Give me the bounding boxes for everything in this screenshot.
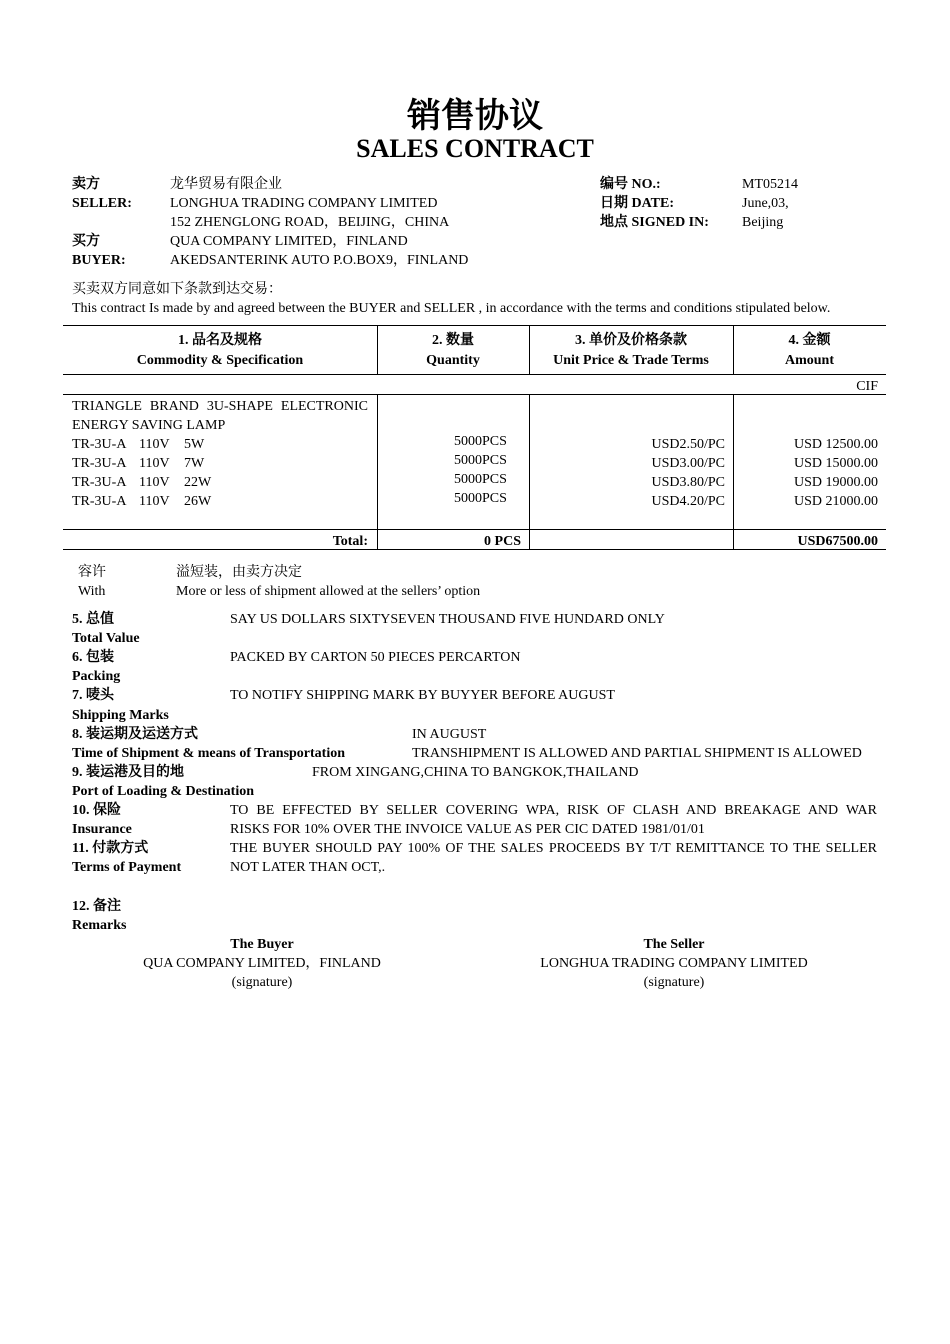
table-rule: [63, 374, 886, 375]
seller-name-cn: 龙华贸易有限企业: [170, 177, 282, 192]
intro-english: This contract Is made by and agreed between the BUYER and SELLER , in accordance with the terms and conditions stipulated below.: [72, 301, 831, 316]
row-amount: USD 19000.00: [793, 475, 878, 490]
row-amount: USD 21000.00: [793, 494, 878, 509]
row-power: 5W: [184, 437, 205, 452]
clause-6-cn: 6. 包装: [72, 650, 114, 665]
row-power: 7W: [184, 456, 205, 471]
clause-10-cn: 10. 保险: [72, 803, 121, 818]
row-voltage: 110V: [139, 437, 170, 452]
clause-7-text: TO NOTIFY SHIPPING MARK BY BUYYER BEFORE AUGUST: [230, 688, 615, 703]
buyer-company: QUA COMPANY LIMITED，FINLAND: [143, 956, 381, 971]
table-divider: [377, 394, 378, 550]
seller-name: LONGHUA TRADING COMPANY LIMITED: [170, 196, 438, 211]
row-model: TR-3U-A: [72, 494, 127, 509]
title-chinese: 销售协议: [407, 96, 543, 136]
column-header-cn: 3. 单价及价格条款: [575, 333, 687, 348]
column-header-cn: 2. 数量: [432, 333, 474, 348]
total-amount: USD67500.00: [797, 534, 878, 549]
clause-11-en: Terms of Payment: [72, 860, 182, 875]
clause-8-en: Time of Shipment & means of Transportation: [72, 746, 346, 761]
tolerance-en-text: More or less of shipment allowed at the sellers’ option: [176, 584, 481, 599]
row-voltage: 110V: [139, 475, 170, 490]
description-line: TRIANGLE BRAND 3U-SHAPE ELECTRONIC: [72, 399, 368, 414]
signed-in-label: 地点 SIGNED IN:: [600, 215, 709, 230]
clause-8-text: TRANSHIPMENT IS ALLOWED AND PARTIAL SHIPMENT IS ALLOWED: [412, 746, 862, 761]
clause-12-en: Remarks: [72, 918, 127, 933]
contract-no-label: 编号 NO.:: [600, 177, 661, 192]
buyer-address: AKEDSANTERINK AUTO P.O.BOX9，FINLAND: [170, 253, 469, 268]
column-header-en: Unit Price & Trade Terms: [553, 353, 709, 368]
row-amount: USD 12500.00: [793, 437, 878, 452]
clause-12-cn: 12. 备注: [72, 899, 121, 914]
column-header-cn: 1. 品名及规格: [178, 333, 262, 348]
row-power: 22W: [184, 475, 212, 490]
buyer-signature: (signature): [231, 975, 293, 990]
clause-6-en: Packing: [72, 669, 121, 684]
clause-5-en: Total Value: [72, 631, 140, 646]
row-quantity: 5000PCS: [454, 472, 507, 487]
clause-8-cn: 8. 装运期及运送方式: [72, 727, 198, 742]
tolerance-en-label: With: [78, 584, 106, 599]
buyer-label: BUYER:: [72, 253, 126, 268]
title-english: SALES CONTRACT: [356, 134, 594, 163]
tolerance-cn-text: 溢短装，由卖方决定: [176, 565, 302, 580]
row-voltage: 110V: [139, 494, 170, 509]
row-unit-price: USD2.50/PC: [651, 437, 725, 452]
clause-5-cn: 5. 总值: [72, 612, 114, 627]
seller-address: 152 ZHENGLONG ROAD，BEIJING，CHINA: [170, 215, 450, 230]
clause-9-text: FROM XINGANG,CHINA TO BANGKOK,THAILAND: [312, 765, 639, 780]
row-voltage: 110V: [139, 456, 170, 471]
clause-11-cn: 11. 付款方式: [72, 841, 149, 856]
table-rule: [63, 529, 886, 530]
buyer-name: QUA COMPANY LIMITED，FINLAND: [170, 234, 408, 249]
clause-11-text: THE BUYER SHOULD PAY 100% OF THE SALES PROCEEDS BY T/T REMITTANCE TO THE SELLER: [230, 841, 877, 856]
row-quantity: 5000PCS: [454, 491, 507, 506]
total-label: Total:: [332, 534, 368, 549]
contract-no-value: MT05214: [742, 177, 798, 192]
column-header-quantity: [377, 331, 529, 371]
clause-10-text: TO BE EFFECTED BY SELLER COVERING WPA, RISK OF CLASH AND BREAKAGE AND WAR: [230, 803, 877, 818]
column-header-commodity: [63, 331, 377, 371]
clause-9-cn: 9. 装运港及目的地: [72, 765, 184, 780]
clause-8-text: IN AUGUST: [412, 727, 487, 742]
clause-10-text: RISKS FOR 10% OVER THE INVOICE VALUE AS PER CIC DATED 1981/01/01: [230, 822, 705, 837]
clause-7-en: Shipping Marks: [72, 708, 169, 723]
row-power: 26W: [184, 494, 212, 509]
description-line: ENERGY SAVING LAMP: [72, 418, 226, 433]
trade-term: CIF: [856, 379, 878, 394]
row-model: TR-3U-A: [72, 456, 127, 471]
seller-company: LONGHUA TRADING COMPANY LIMITED: [540, 956, 808, 971]
seller-cn-label: 卖方: [72, 177, 100, 192]
seller-label: SELLER:: [72, 196, 132, 211]
intro-chinese: 买卖双方同意如下条款到达交易：: [72, 282, 282, 297]
column-header-unit-price: [529, 331, 733, 371]
row-amount: USD 15000.00: [793, 456, 878, 471]
signed-in-value: Beijing: [742, 215, 784, 230]
seller-signature: (signature): [643, 975, 705, 990]
column-header-amount: [733, 331, 886, 371]
row-quantity: 5000PCS: [454, 434, 507, 449]
row-unit-price: USD3.00/PC: [651, 456, 725, 471]
column-header-en: Amount: [784, 353, 834, 368]
row-unit-price: USD4.20/PC: [651, 494, 725, 509]
column-header-en: Quantity: [426, 353, 480, 368]
column-header-en: Commodity & Specification: [136, 353, 304, 368]
buyer-title: The Buyer: [230, 937, 294, 952]
clause-11-text: NOT LATER THAN OCT,.: [230, 860, 386, 875]
seller-title: The Seller: [643, 937, 705, 952]
table-rule: [63, 325, 886, 326]
row-quantity: 5000PCS: [454, 453, 507, 468]
clause-10-en: Insurance: [72, 822, 132, 837]
date-value: June,03,: [742, 196, 789, 211]
row-unit-price: USD3.80/PC: [651, 475, 725, 490]
tolerance-cn-label: 容许: [78, 565, 106, 580]
buyer-cn-label: 买方: [72, 234, 100, 249]
row-model: TR-3U-A: [72, 437, 127, 452]
clause-7-cn: 7. 唛头: [72, 688, 114, 703]
row-model: TR-3U-A: [72, 475, 127, 490]
clause-5-text: SAY US DOLLARS SIXTYSEVEN THOUSAND FIVE HUNDARD ONLY: [230, 612, 665, 627]
column-header-cn: 4. 金额: [788, 333, 831, 348]
date-label: 日期 DATE:: [600, 196, 675, 211]
total-quantity: 0 PCS: [484, 534, 521, 549]
clause-9-en: Port of Loading & Destination: [72, 784, 254, 799]
clause-6-text: PACKED BY CARTON 50 PIECES PERCARTON: [230, 650, 521, 665]
